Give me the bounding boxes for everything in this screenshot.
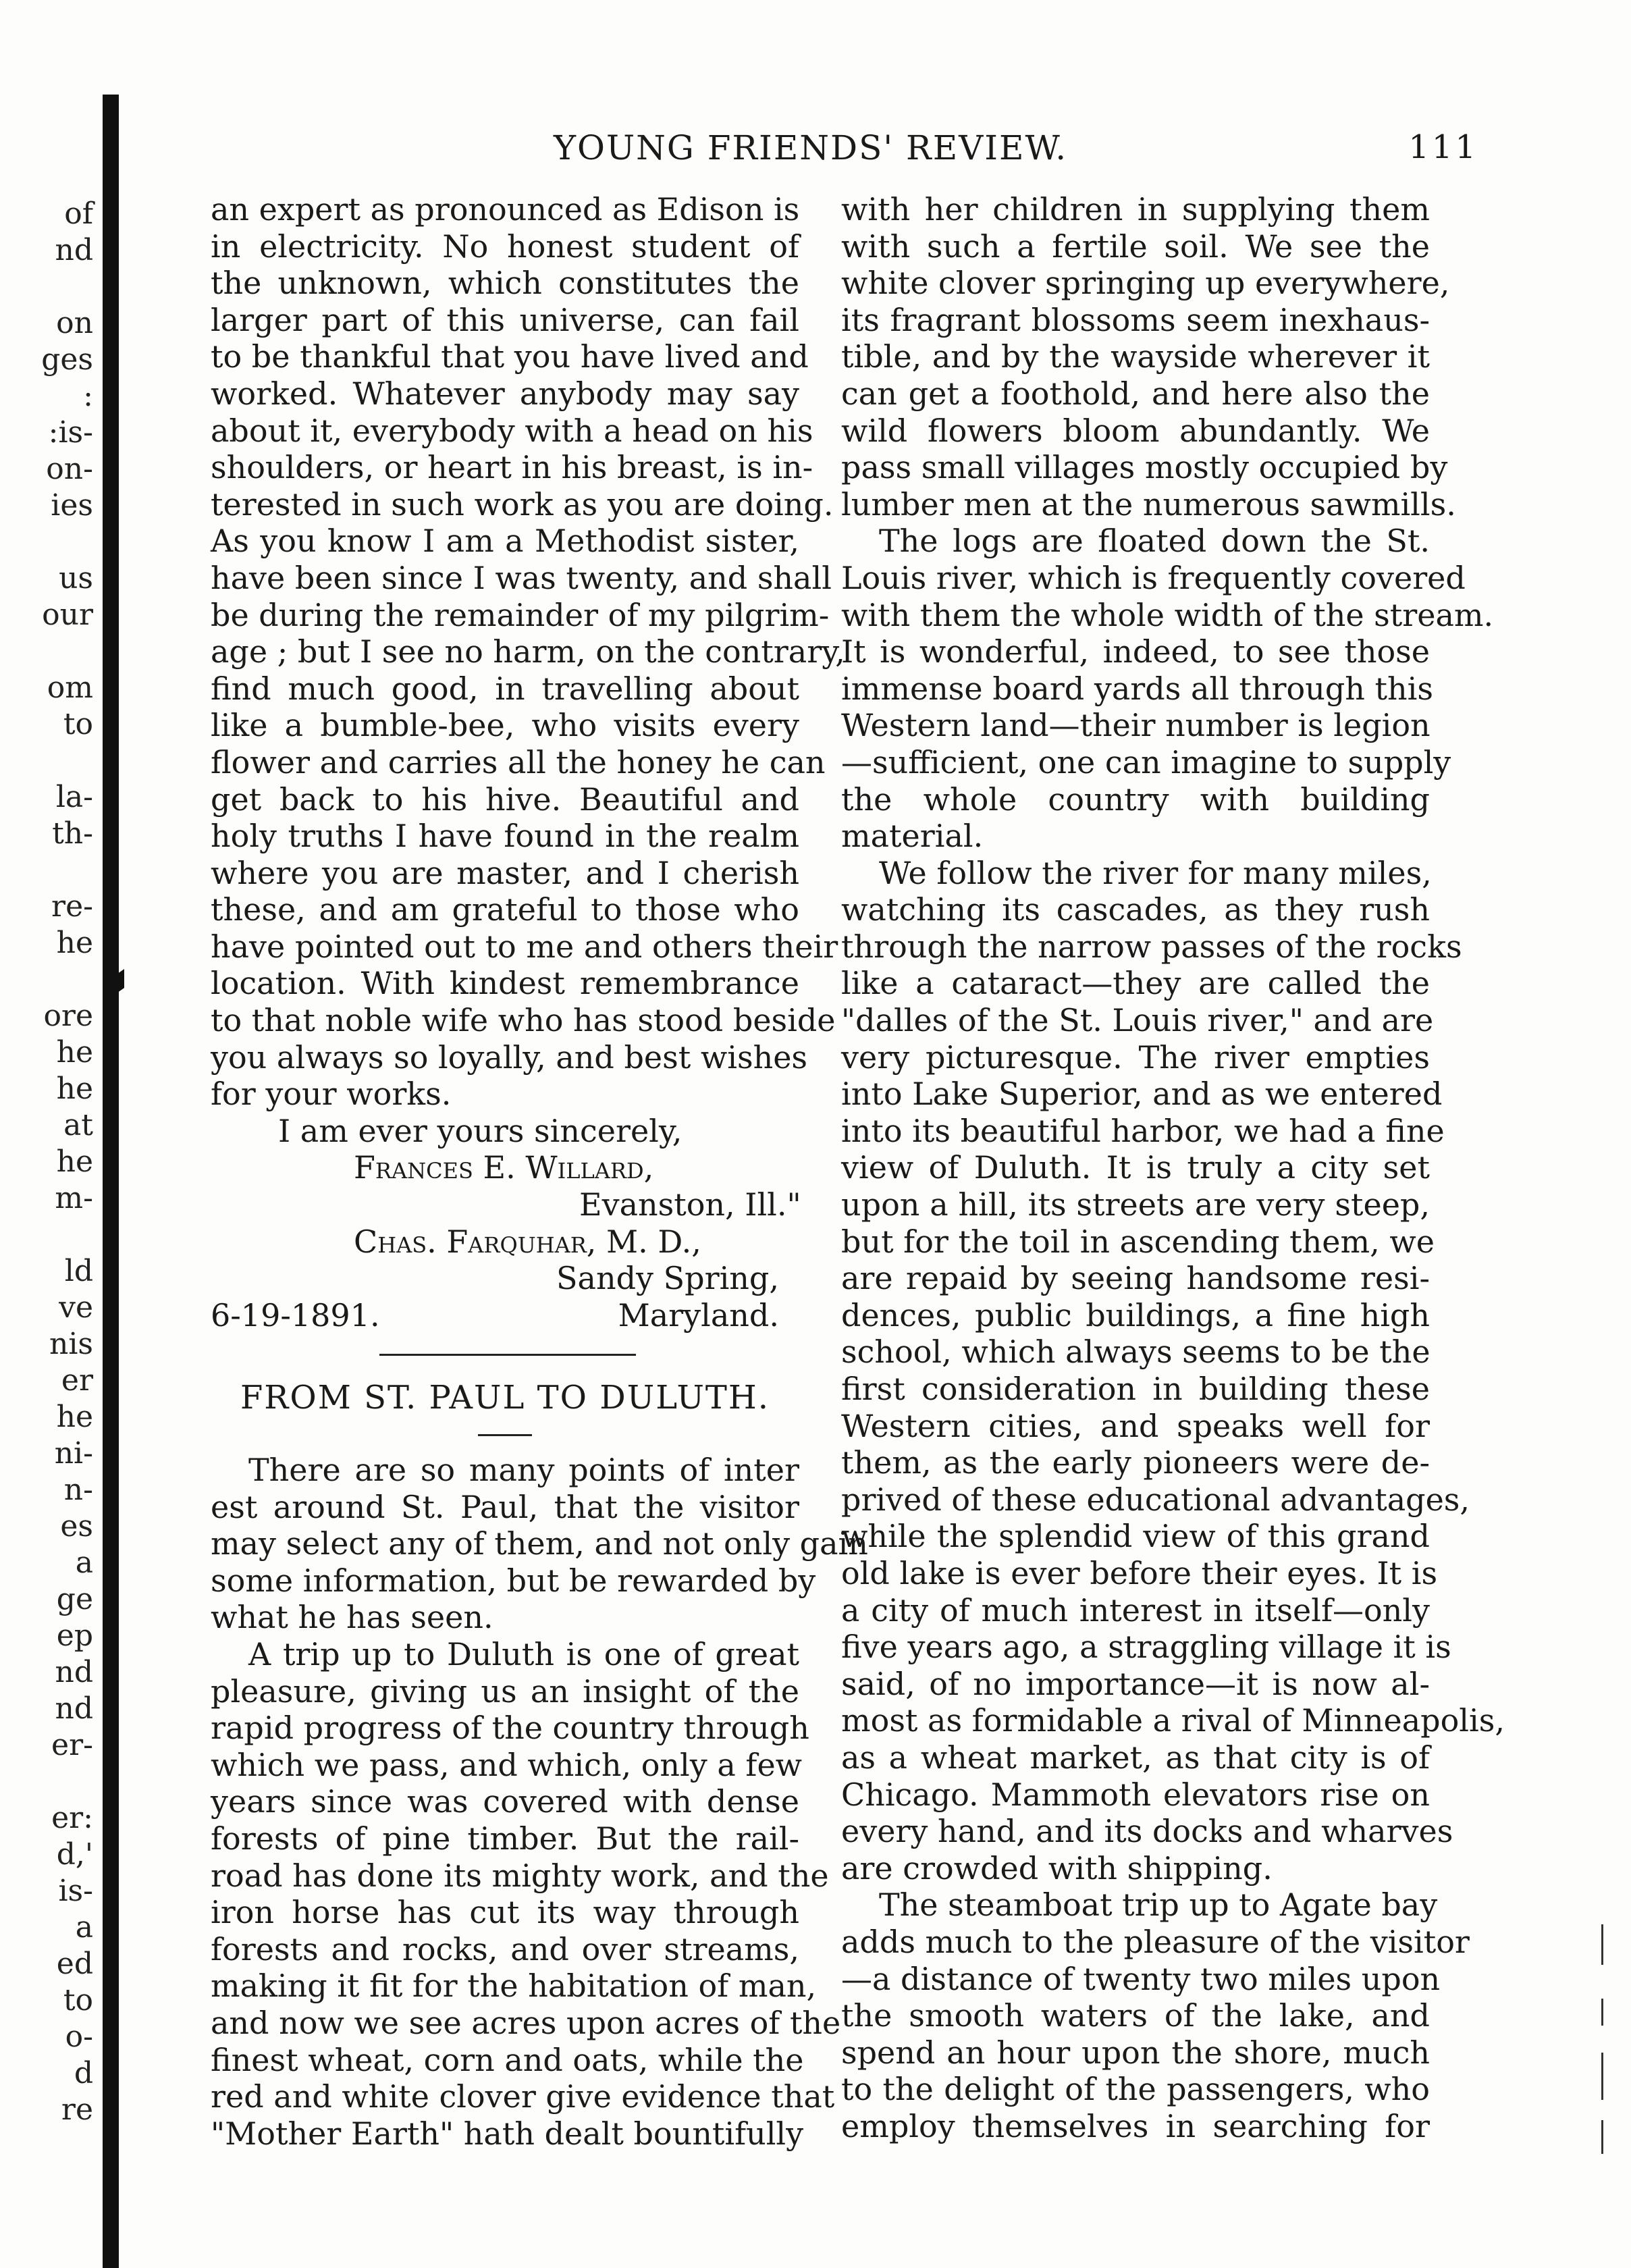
gutter-fragment (19, 1217, 93, 1253)
article-line: the smooth waters of the lake, and (841, 1997, 1430, 2034)
article-line: Western land—their number is legion (841, 707, 1431, 744)
gutter-fragment: to (63, 707, 93, 741)
article-line: can get a foothold, and here also the (841, 375, 1430, 412)
article-line: Louis river, which is frequently covered (841, 559, 1466, 596)
article-line: forests and rocks, and over streams, (211, 1930, 799, 1968)
letter-line: be during the remainder of my pilgrim- (211, 596, 830, 633)
gutter-fragment: n- (63, 1473, 93, 1507)
letter-line: shoulders, or heart in his breast, is in- (211, 449, 813, 486)
letter-line: find much good, in travelling about (211, 670, 799, 707)
article-line: some information, but be rewarded by (211, 1562, 816, 1599)
article-line: finest wheat, corn and oats, while the (211, 2041, 804, 2078)
gutter-fragment: he (56, 1072, 93, 1106)
article-line: There are so many points of inter (248, 1452, 799, 1488)
gutter-fragment: d (74, 2056, 93, 2090)
gutter-fragment: on- (46, 452, 93, 486)
article-line: the whole country with building (841, 781, 1430, 818)
letter-line: As you know I am a Methodist sister, (211, 523, 799, 560)
article-line: and now we see acres upon acres of the (211, 2004, 841, 2041)
gutter-fragment: re- (51, 889, 93, 924)
article-line: through the narrow passes of the rocks (841, 928, 1462, 965)
letter-line: have been since I was twenty, and shall (211, 559, 832, 596)
article-line: making it fit for the habitation of man, (211, 1968, 817, 2005)
gutter-fragment: of (64, 196, 93, 231)
gutter-fragment: nd (55, 1655, 93, 1689)
gutter-fragment: ge (56, 1582, 93, 1616)
gutter-fragment (19, 961, 93, 998)
article-line: every hand, and its docks and wharves (841, 1813, 1453, 1850)
gutter-fragment: m- (55, 1181, 93, 1215)
gutter-fragment: re (61, 2092, 93, 2127)
section-divider (211, 1334, 799, 1371)
article-line: material. (841, 818, 984, 855)
journal-title: YOUNG FRIENDS' REVIEW. (554, 128, 1068, 167)
gutter-fragment: a (75, 1910, 93, 1945)
gutter-fragment: us (59, 561, 93, 596)
letter-line: these, and am grateful to those who (211, 891, 799, 928)
article-line: immense board yards all through this (841, 670, 1433, 707)
gutter-fragment: nd (55, 233, 93, 267)
article-line: school, which always seems to be the (841, 1334, 1431, 1371)
article-line: "Mother Earth" hath dealt bountifully (211, 2115, 804, 2152)
article-line: view of Duluth. It is truly a city set (841, 1149, 1430, 1186)
recipient-place-line1: Sandy Spring, (556, 1260, 779, 1297)
article-line: said, of no importance—it is now al- (841, 1665, 1430, 1702)
letter-line: where you are master, and I cherish (211, 854, 799, 891)
gutter-fragment (19, 269, 93, 305)
gutter-fragment (19, 1764, 93, 1800)
letter-line: to that noble wife who has stood beside (211, 1002, 836, 1039)
article-line: employ themselves in searching for (841, 2107, 1430, 2144)
article-line: its fragrant blossoms seem inexhaus- (841, 301, 1430, 338)
article-line: pass small villages mostly occupied by (841, 449, 1448, 486)
letter-line: an expert as pronounced as Edison is (211, 191, 800, 228)
article-line: five years ago, a straggling village it is (841, 1629, 1451, 1666)
article-line: like a cataract—they are called the (841, 965, 1430, 1002)
letter-line: larger part of this universe, can fail (211, 301, 799, 338)
article-line: Chicago. Mammoth elevators rise on (841, 1776, 1430, 1813)
article-line: them, as the early pioneers were de- (841, 1444, 1430, 1481)
article-line: first consideration in building these (841, 1371, 1430, 1407)
article-line: while the splendid view of this grand (841, 1518, 1430, 1555)
gutter-fragment: ore (43, 999, 93, 1033)
article-line: with them the whole width of the stream. (841, 596, 1494, 633)
gutter-fragment (19, 852, 93, 889)
page-number: 111 (1408, 128, 1478, 166)
gutter-fragment: on (56, 306, 93, 340)
recipient-place-line2: Maryland. (618, 1296, 779, 1334)
letter-line: to be thankful that you have lived and (211, 338, 809, 375)
letter-line: get back to his hive. Beautiful and (211, 781, 799, 818)
letter-closing: I am ever yours sincerely, (278, 1112, 683, 1149)
article-line: white clover springing up everywhere, (841, 265, 1450, 302)
article-line: A trip up to Duluth is one of great (248, 1635, 799, 1672)
gutter-fragment: la- (55, 780, 93, 814)
article-line: It is wonderful, indeed, to see those (841, 633, 1430, 670)
gutter-fragment: a (75, 1546, 93, 1580)
gutter-fragment: d,' (56, 1837, 93, 1872)
gutter-fragment: nd (55, 1691, 93, 1726)
article-line: iron horse has cut its way through (211, 1894, 799, 1931)
gutter-fragment: ges (41, 342, 93, 377)
heading-rule (211, 1425, 799, 1452)
gutter-fragment: ep (56, 1618, 93, 1653)
article-line: with such a fertile soil. We see the (841, 228, 1430, 265)
article-line: upon a hill, its streets are very steep, (841, 1186, 1430, 1223)
gutter-fragment: er (61, 1363, 93, 1398)
article-line: The logs are floated down the St. (879, 523, 1430, 560)
article-line: as a wheat market, as that city is of (841, 1739, 1430, 1776)
gutter-fragment: :is- (48, 415, 93, 450)
gutter-fragment: is- (58, 1874, 93, 1908)
gutter-fragment: ni- (54, 1436, 93, 1471)
gutter-fragment (19, 743, 93, 779)
article-line: watching its cascades, as they rush (841, 891, 1430, 928)
letter-line: have pointed out to me and others their (211, 928, 838, 965)
letter-line: the unknown, which constitutes the (211, 265, 799, 302)
letter-line: about it, everybody with a head on his (211, 412, 813, 449)
signer-place: Evanston, Ill." (579, 1186, 801, 1223)
letter-line: age ; but I see no harm, on the contrary, (211, 633, 845, 670)
article-line: —sufficient, one can imagine to supply (841, 743, 1451, 781)
article-line: tible, and by the wayside wherever it (841, 338, 1430, 375)
article-line: road has done its mighty work, and the (211, 1857, 829, 1894)
article-line: are repaid by seeing handsome resi- (841, 1260, 1430, 1297)
article-line: very picturesque. The river empties (841, 1038, 1430, 1076)
letter-line: worked. Whatever anybody may say (211, 375, 799, 412)
gutter-fragment (19, 524, 93, 560)
article-body (211, 1452, 868, 2152)
article-line: adds much to the pleasure of the visitor (841, 1923, 1470, 1960)
gutter-fragment: o- (65, 2020, 93, 2054)
article-line: rapid progress of the country through (211, 1710, 809, 1747)
article-line: old lake is ever before their eyes. It is (841, 1554, 1438, 1591)
article-line: a city of much interest in itself—only (841, 1591, 1430, 1629)
article-line: We follow the river for many miles, (879, 854, 1432, 891)
running-header (209, 128, 1478, 176)
gutter-fragment: th- (52, 816, 93, 851)
signer-name: Frances E. Willard, (354, 1149, 654, 1186)
gutter-fragment: ld (64, 1254, 93, 1288)
recipient-name: Chas. Farquhar, M. D., (354, 1223, 701, 1260)
gutter-fragment: om (47, 670, 93, 705)
article-line: wild flowers bloom abundantly. We (841, 412, 1430, 449)
letter-line: in electricity. No honest student of (211, 228, 799, 265)
article-line: spend an hour upon the shore, much (841, 2034, 1430, 2071)
gutter-fragment: he (56, 1144, 93, 1179)
article-line: The steamboat trip up to Agate bay (879, 1887, 1438, 1924)
article-line: Western cities, and speaks well for (841, 1407, 1430, 1444)
gutter-fragment: er: (51, 1801, 93, 1835)
gutter-fragment: to (63, 1983, 93, 2018)
margin-marks (1597, 1924, 1608, 2161)
letter-line: terested in such work as you are doing. (211, 485, 834, 523)
gutter-fragment: at (63, 1108, 93, 1142)
binding-edge (103, 95, 119, 2268)
article-line: which we pass, and which, only a few (211, 1746, 803, 1783)
gutter-fragment (19, 633, 93, 670)
gutter-fragment: es (60, 1509, 93, 1544)
gutter-fragment: nis (49, 1327, 93, 1361)
gutter-fragment: he (56, 926, 93, 960)
article-line: most as formidable a rival of Minneapolis, (841, 1702, 1505, 1739)
article-line: into its beautiful harbor, we had a fine (841, 1112, 1445, 1149)
article-line: into Lake Superior, and as we entered (841, 1076, 1443, 1113)
letter-line: flower and carries all the honey he can (211, 743, 826, 781)
letter-line: you always so loyally, and best wishes (211, 1038, 808, 1076)
article-line: with her children in supplying them (841, 191, 1430, 228)
letter-line: holy truths I have found in the realm (211, 818, 799, 855)
gutter-fragment: our (42, 598, 93, 632)
column-right (841, 191, 1505, 2144)
article-line: est around St. Paul, that the visitor (211, 1488, 799, 1525)
letter-line: location. With kindest remembrance (211, 965, 799, 1002)
column-left (211, 191, 868, 2152)
article-line: lumber men at the numerous sawmills. (841, 485, 1456, 523)
article-line: may select any of them, and not only gain (211, 1525, 868, 1562)
article-line: "dalles of the St. Louis river," and are (841, 1002, 1434, 1039)
article-line: what he has seen. (211, 1599, 493, 1636)
article-line: red and white clover give evidence that (211, 2078, 835, 2115)
gutter-fragments (19, 196, 93, 2128)
gutter-fragment: he (56, 1400, 93, 1434)
gutter-fragment: ve (59, 1290, 93, 1325)
letter-line: for your works. (211, 1076, 452, 1113)
article-heading: FROM ST. PAUL TO DULUTH. (240, 1379, 770, 1417)
gutter-fragment: er- (51, 1728, 93, 1762)
article-line: dences, public buildings, a fine high (841, 1296, 1430, 1334)
article-line: are crowded with shipping. (841, 1849, 1273, 1887)
letter-line: like a bumble-bee, who visits every (211, 707, 799, 744)
article-line: —a distance of twenty two miles upon (841, 1960, 1441, 1997)
dateline (211, 1297, 799, 1334)
letter-date: 6-19-1891. (211, 1296, 380, 1334)
article-line: prived of these educational advantages, (841, 1481, 1470, 1518)
article-line: years since was covered with dense (211, 1783, 799, 1820)
article-line: to the delight of the passengers, who (841, 2071, 1430, 2108)
article-line: but for the toil in ascending them, we (841, 1223, 1435, 1260)
gutter-fragment: ies (51, 488, 93, 523)
article-line: pleasure, giving us an insight of the (211, 1672, 799, 1710)
gutter-fragment: he (56, 1035, 93, 1070)
gutter-fragment: ed (56, 1947, 93, 1981)
gutter-fragment: : (83, 379, 93, 413)
article-line: forests of pine timber. But the rail- (211, 1820, 799, 1857)
letter-body (211, 191, 845, 1113)
